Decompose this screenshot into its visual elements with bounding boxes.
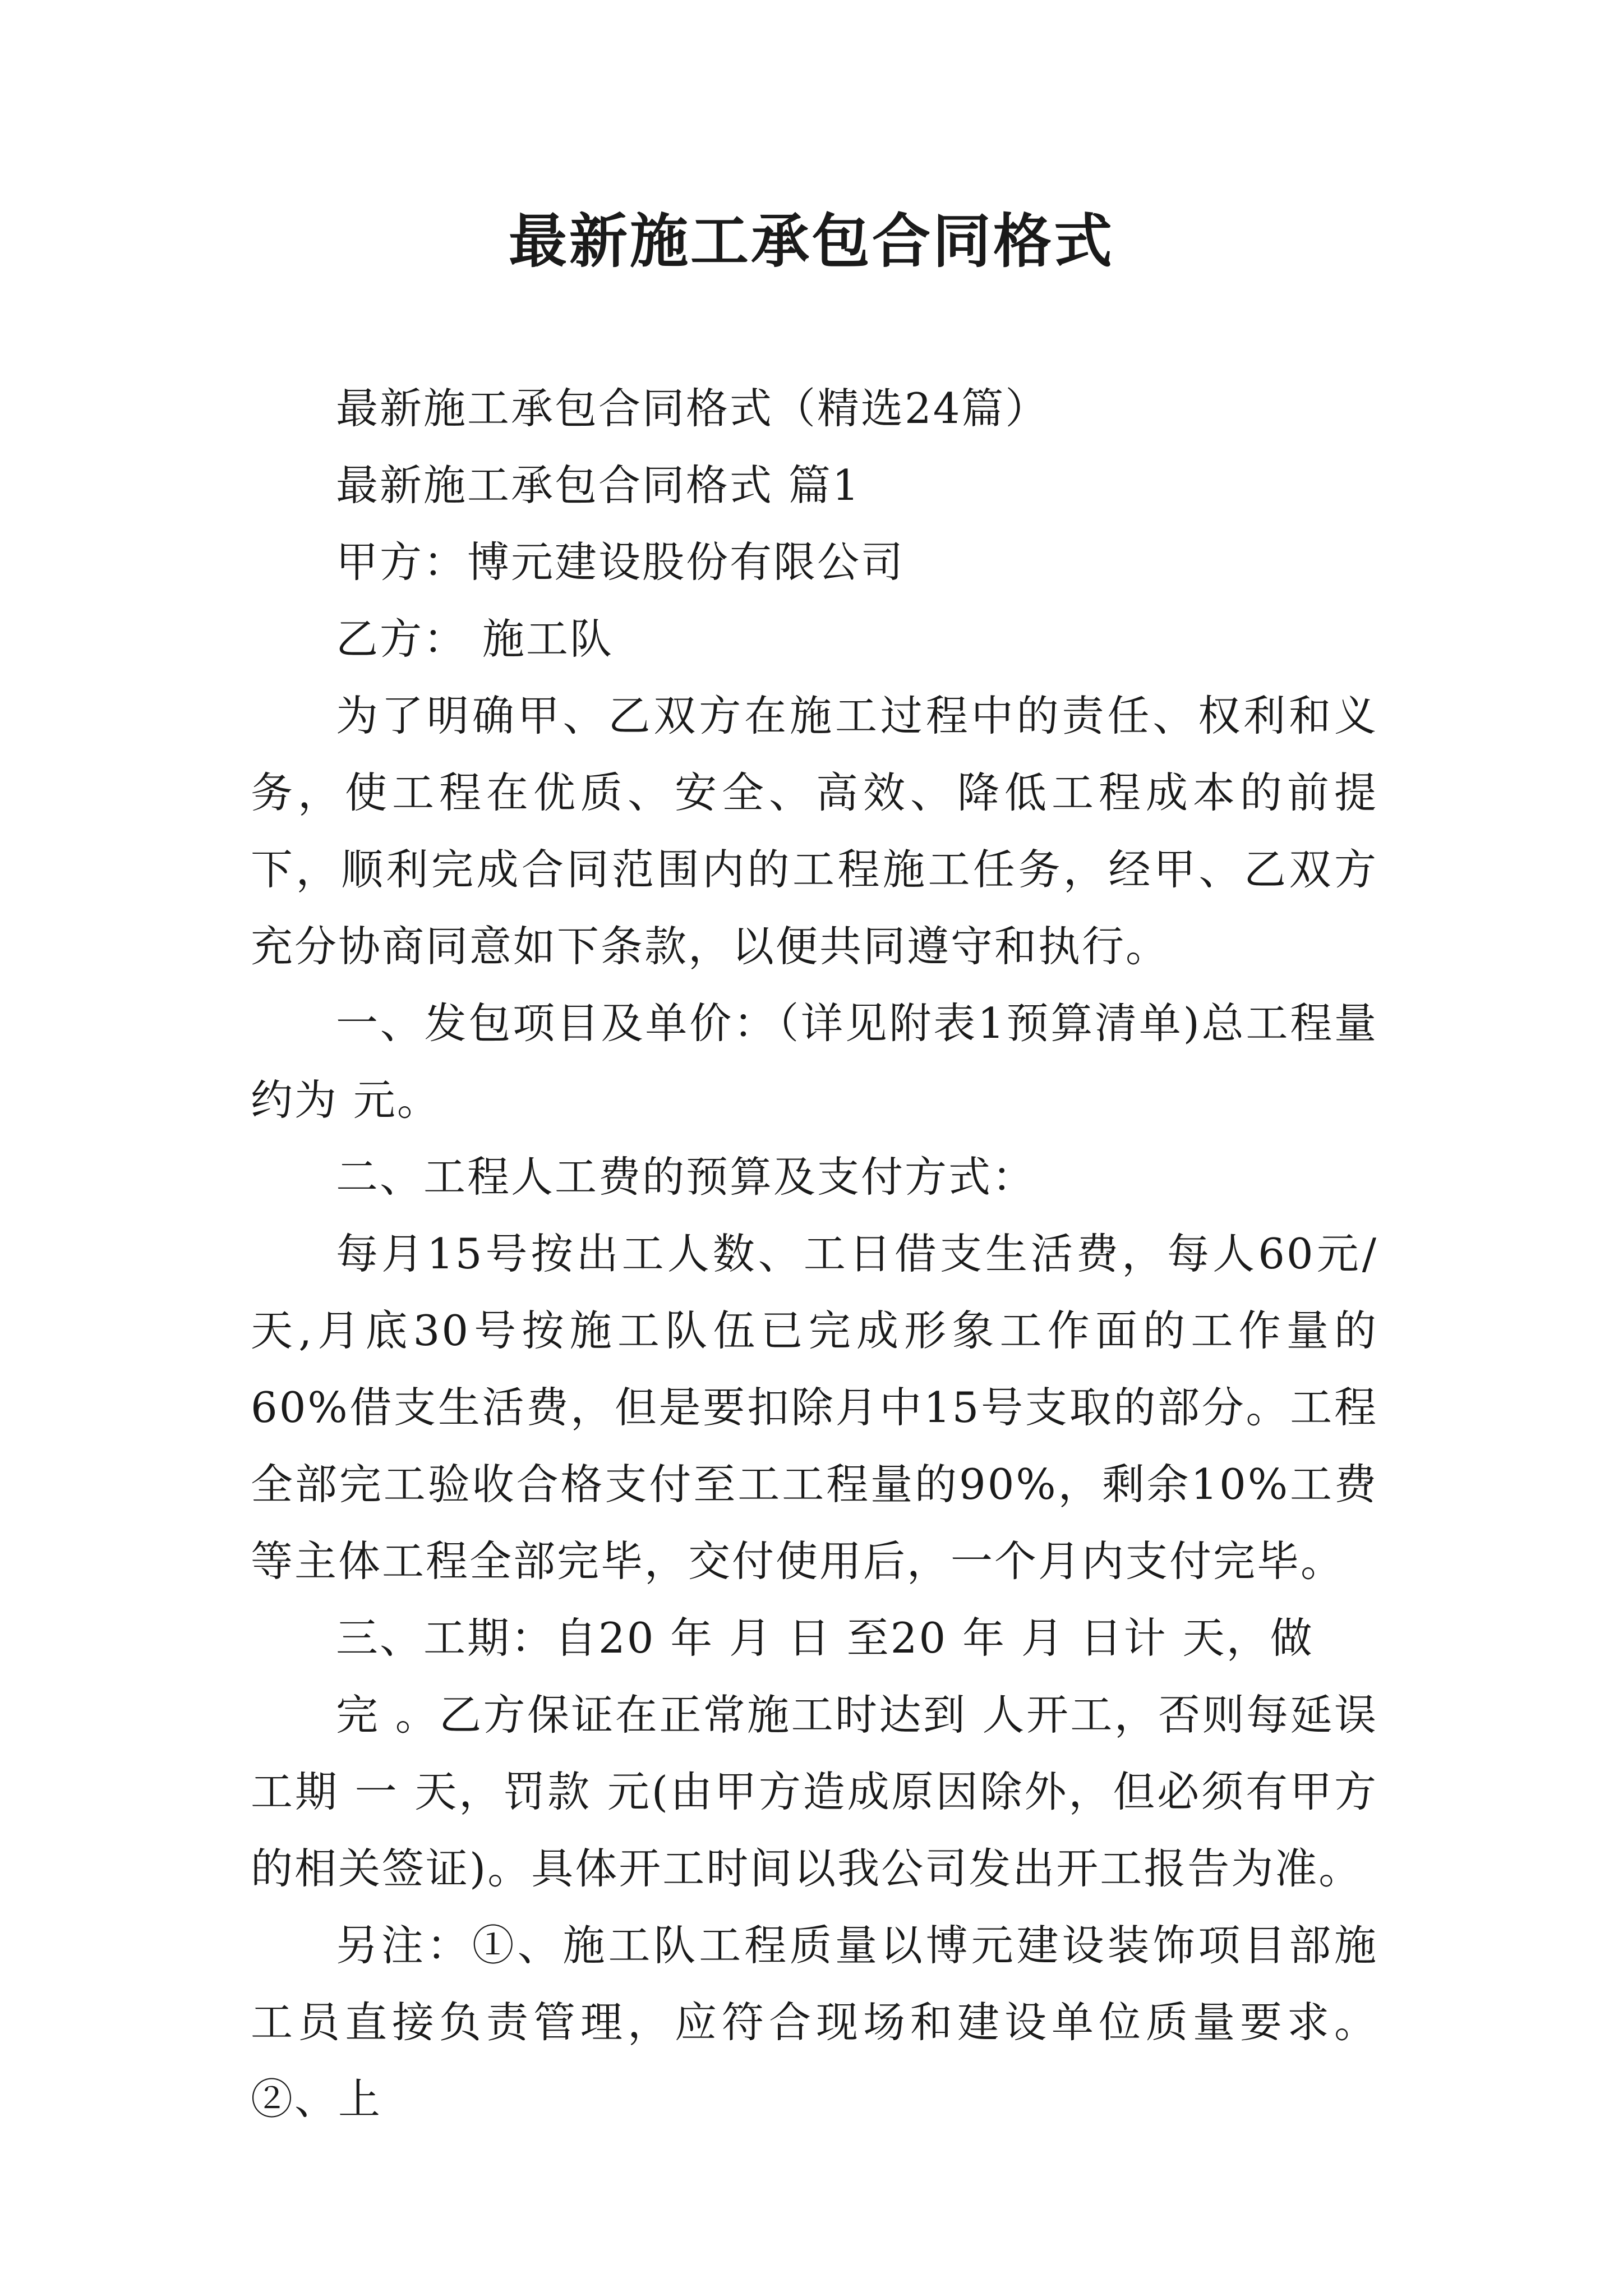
paragraph-payment: 每月15号按出工人数、工日借支生活费，每人60元/天,月底30号按施工队伍已完成形象工作面的工作量的60%借支生活费，但是要扣除月中15号支取的部分。工程全部完工验收合格支付至工工程量的90%，剩余10%工费等主体工程全部完毕，交付使用后，一个月内支付完毕。 bbox=[251, 1229, 1378, 1586]
paragraph-party-b: 乙方： 施工队 bbox=[336, 614, 614, 664]
document-body bbox=[251, 370, 1378, 2138]
document-title: 最新施工承包合同格式 bbox=[508, 206, 1114, 275]
paragraph-schedule: 完 。乙方保证在正常施工时达到 人开工，否则每延误工期 一 天，罚款 元(由甲方造成原因除外，但必须有甲方的相关签证)。具体开工时间以我公司发出开工报告为准。 bbox=[251, 1690, 1378, 1893]
paragraph-note: 另注：①、施工队工程质量以博元建设装饰项目部施工员直接负责管理，应符合现场和建设单位质量要求。②、上 bbox=[251, 1921, 1378, 2124]
paragraph-party-a: 甲方：博元建设股份有限公司 bbox=[336, 537, 905, 587]
paragraph-clause-3: 三、工期：自20 年 月 日 至20 年 月 日计 天，做 bbox=[336, 1613, 1314, 1663]
paragraph-preamble: 为了明确甲、乙双方在施工过程中的责任、权利和义务，使工程在优质、安全、高效、降低工程成本的前提下，顺利完成合同范围内的工程施工任务，经甲、乙双方充分协商同意如下条款，以便共同遵守和执行。 bbox=[251, 691, 1378, 971]
paragraph-section-heading: 最新施工承包合同格式 篇1 bbox=[336, 461, 861, 510]
paragraph-clause-2: 二、工程人工费的预算及支付方式： bbox=[336, 1152, 1036, 1202]
paragraph-subtitle: 最新施工承包合同格式（精选24篇） bbox=[336, 384, 1049, 433]
paragraph-clause-1: 一、发包项目及单价：（详见附表1预算清单)总工程量约为 元。 bbox=[251, 999, 1378, 1125]
